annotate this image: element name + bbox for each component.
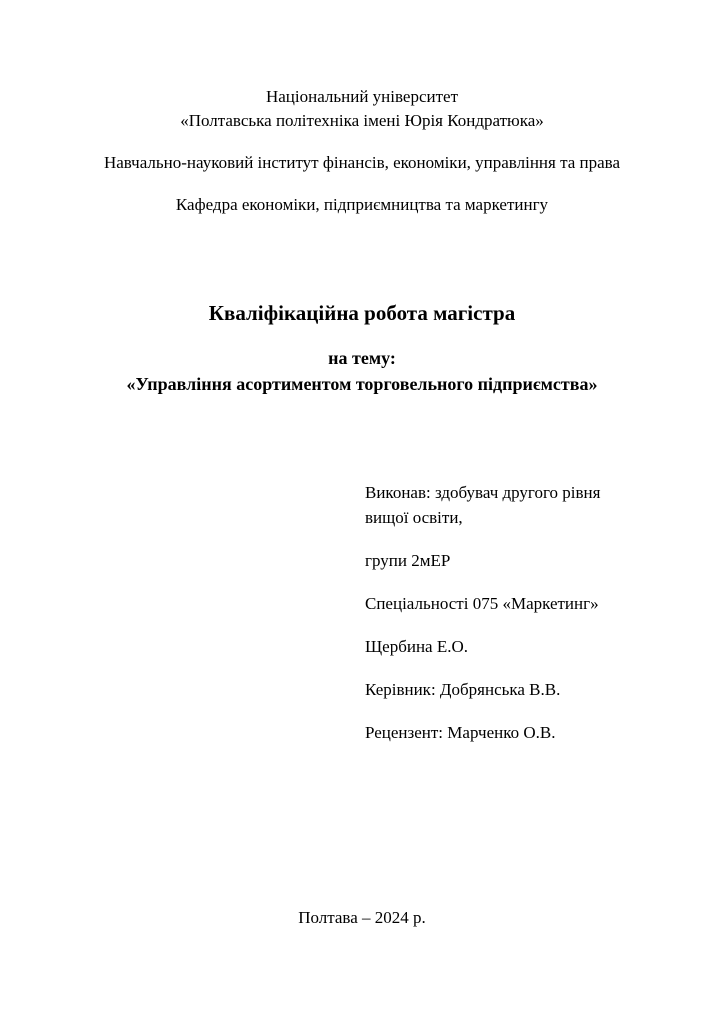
credits-block: [365, 480, 637, 745]
institute-name: Навчально-науковий інститут фінансів, економіки, управління та права: [103, 153, 621, 172]
page-title: Кваліфікаційна робота магістра: [208, 301, 516, 325]
credit-line-student-name: Щербина Е.О.: [365, 637, 468, 656]
university-name-line2: «Полтавська політехніка імені Юрія Кондратюка»: [180, 111, 544, 130]
topic-label: на тему:: [328, 348, 396, 368]
credit-line-reviewer: Рецензент: Марченко О.В.: [365, 723, 556, 742]
university-name-line1: Національний університет: [265, 87, 459, 106]
department-name: Кафедра економіки, підприємництва та маркетингу: [175, 195, 549, 214]
credit-line-group: групи 2мЕР: [365, 551, 451, 570]
credit-line-supervisor: Керівник: Добрянська В.В.: [365, 680, 561, 699]
thesis-topic: «Управління асортиментом торговельного підприємства»: [126, 374, 598, 394]
credit-line-executor: Виконав: здобувач другого рівня вищої освіти,: [365, 483, 601, 527]
place-and-year: Полтава – 2024 р.: [298, 908, 426, 927]
credit-line-specialty: Спеціальності 075 «Маркетинг»: [365, 594, 599, 613]
